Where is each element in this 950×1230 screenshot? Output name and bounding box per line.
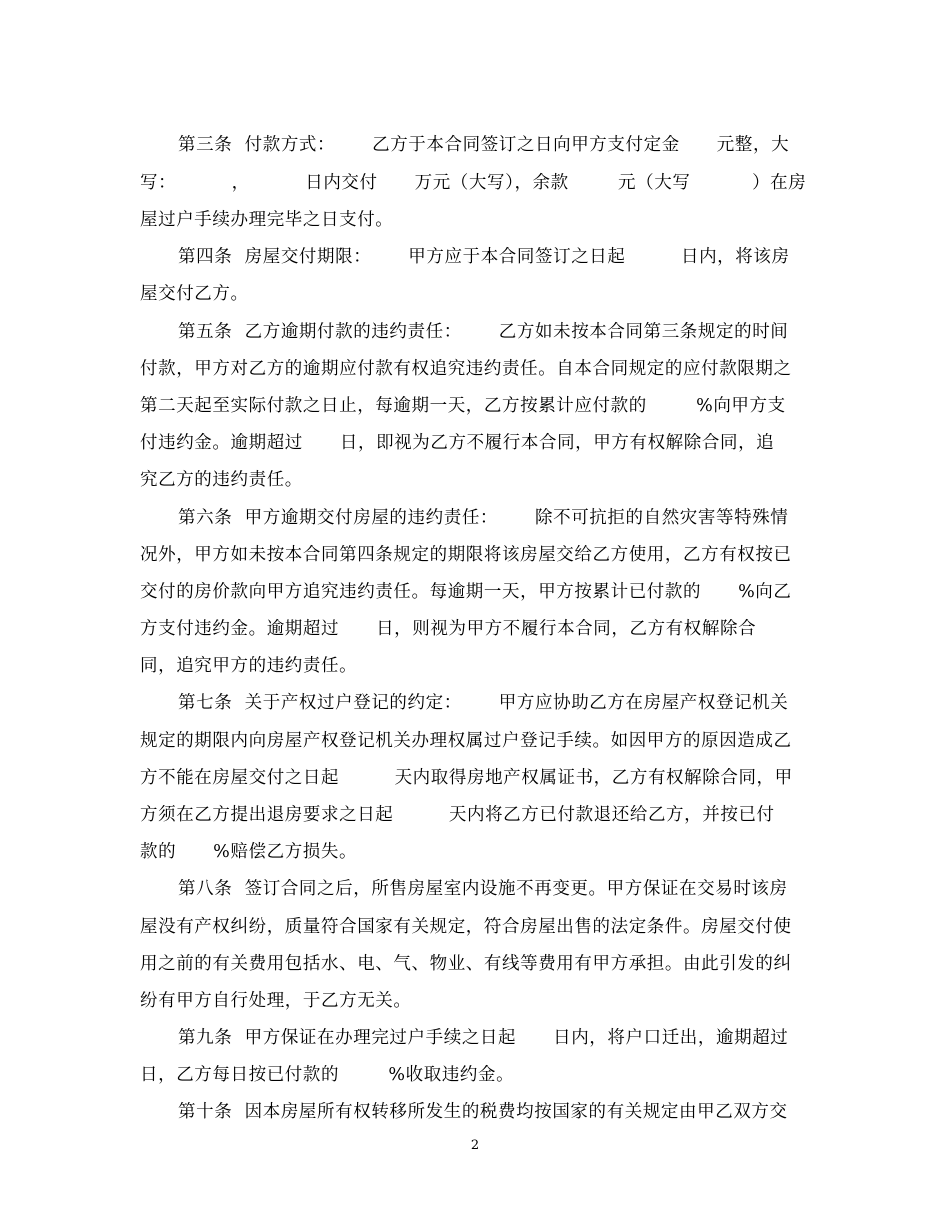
article-8-line-2: 屋没有产权纠纷，质量符合国家有关规定，符合房屋出售的法定条件。房屋交付使 xyxy=(140,917,792,937)
article-8-line-1: 第八条 签订合同之后，所售房屋室内设施不再变更。甲方保证在交易时该房 xyxy=(178,879,788,899)
article-5-line-1: 第五条 乙方逾期付款的违约责任： 乙方如未按本合同第三条规定的时间 xyxy=(178,322,789,342)
article-7-line-3: 方不能在房屋交付之日起 天内取得房地产权属证书，乙方有权解除合同，甲 xyxy=(140,768,793,788)
article-5-line-3: 第二天起至实际付款之日止，每逾期一天，乙方按累计应付款的 %向甲方支 xyxy=(140,396,786,416)
article-7-line-1: 第七条 关于产权过户登记的约定： 甲方应协助乙方在房屋产权登记机关 xyxy=(178,693,789,713)
article-6-line-3: 交付的房价款向甲方追究违约责任。每逾期一天，甲方按累计已付款的 %向乙 xyxy=(140,582,792,602)
article-9-line-2: 日，乙方每日按已付款的 %收取违约金。 xyxy=(140,1065,515,1085)
article-3-line-3: 屋过户手续办理完毕之日支付。 xyxy=(140,210,394,230)
article-7-line-4: 方须在乙方提出退房要求之日起 天内将乙方已付款退还给乙方，并按已付 xyxy=(140,805,775,825)
article-6-line-1: 第六条 甲方逾期交付房屋的违约责任： 除不可抗拒的自然灾害等特殊情 xyxy=(178,508,789,528)
article-5-line-2: 付款，甲方对乙方的逾期应付款有权追究违约责任。自本合同规定的应付款限期之 xyxy=(140,359,792,379)
article-6-line-2: 况外，甲方如未按本合同第四条规定的期限将该房屋交给乙方使用，乙方有权按已 xyxy=(140,545,792,565)
article-4-line-2: 屋交付乙方。 xyxy=(140,284,249,304)
article-6-line-5: 同，追究甲方的违约责任。 xyxy=(140,656,358,676)
article-8-line-4: 纷有甲方自行处理，于乙方无关。 xyxy=(140,991,412,1011)
article-5-line-4: 付违约金。逾期超过 日，即视为乙方不履行本合同，甲方有权解除合同，追 xyxy=(140,433,775,453)
article-6-line-4: 方支付违约金。逾期超过 日，则视为甲方不履行本合同，乙方有权解除合 xyxy=(140,619,757,639)
article-9-line-1: 第九条 甲方保证在办理完过户手续之日起 日内，将户口迁出，逾期超过 xyxy=(178,1028,789,1048)
article-7-line-2: 规定的期限内向房屋产权登记机关办理权属过户登记手续。如因甲方的原因造成乙 xyxy=(140,731,792,751)
article-8-line-3: 用之前的有关费用包括水、电、气、物业、有线等费用有甲方承担。由此引发的纠 xyxy=(140,954,792,974)
article-3-line-2: 写： ， 日内交付 万元（大写），余款 元（大写 ）在房 xyxy=(140,173,807,193)
article-7-line-5: 款的 %赔偿乙方损失。 xyxy=(140,842,358,862)
page-number: 2 xyxy=(470,1138,480,1153)
article-3-line-1: 第三条 付款方式： 乙方于本合同签订之日向甲方支付定金 元整，大 xyxy=(178,135,790,155)
article-4-line-1: 第四条 房屋交付期限： 甲方应于本合同签订之日起 日内，将该房 xyxy=(178,247,790,267)
article-5-line-5: 究乙方的违约责任。 xyxy=(140,470,303,490)
article-10-line-1: 第十条 因本房屋所有权转移所发生的税费均按国家的有关规定由甲乙双方交 xyxy=(178,1102,788,1122)
